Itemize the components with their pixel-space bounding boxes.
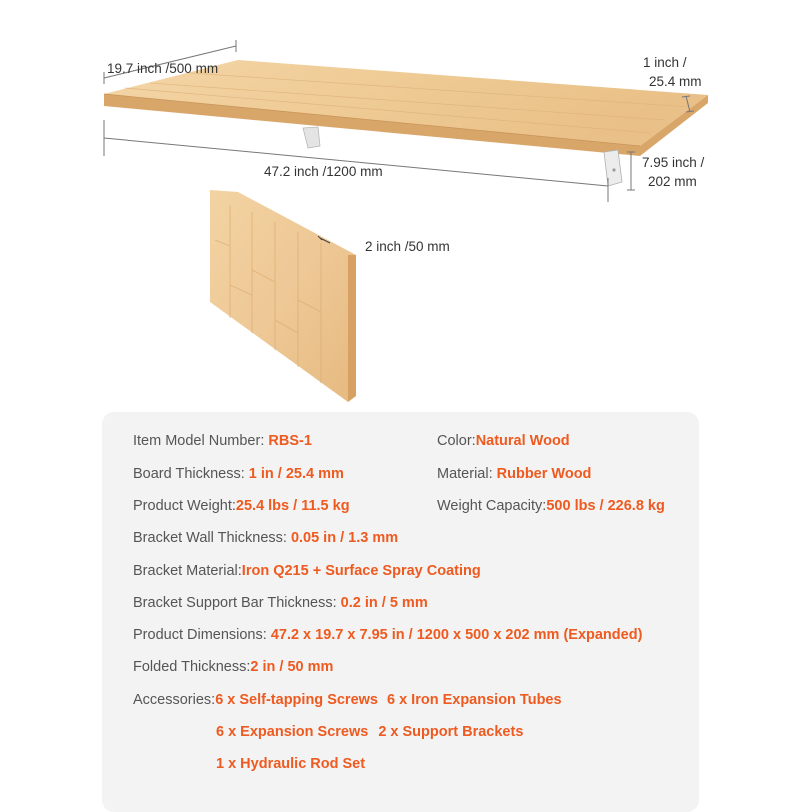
bracket-right [604, 150, 622, 186]
spec-value: 25.4 lbs / 11.5 kg [235, 498, 350, 514]
folded-thickness-label: 2 inch /50 mm [365, 239, 450, 254]
spec-value: 1 in / 25.4 mm [248, 466, 344, 482]
spec-bracket-wall-thickness [133, 528, 398, 548]
spec-label: Board Thickness: [133, 466, 249, 482]
spec-value: 2 in / 50 mm [250, 659, 334, 675]
thickness-label-line2: 25.4 mm [649, 74, 702, 89]
spec-value: Natural Wood [475, 433, 570, 449]
spec-accessories [133, 690, 562, 710]
accessory-item: 6 x Expansion Screws [216, 724, 369, 740]
accessory-item: 6 x Self-tapping Screws [215, 692, 378, 708]
spec-label: Folded Thickness: [133, 659, 251, 675]
accessory-item: 6 x Iron Expansion Tubes [386, 692, 562, 708]
spec-value: RBS-1 [268, 433, 312, 449]
thickness-label-line1: 1 inch / [643, 55, 687, 70]
spec-accessories-line2 [216, 722, 523, 742]
depth-label: 19.7 inch /500 mm [107, 61, 219, 76]
spec-accessories-line3 [216, 754, 365, 774]
spec-label: Product Dimensions: [133, 627, 271, 643]
spec-label: Color: [437, 433, 476, 449]
bracket-left [303, 127, 320, 148]
spec-label: Accessories: [133, 692, 216, 708]
spec-item-model [133, 431, 312, 451]
spec-support-bar-thickness [133, 593, 428, 613]
spec-value: 0.05 in / 1.3 mm [290, 530, 399, 546]
spec-folded-thickness [133, 657, 333, 677]
spec-label: Material: [437, 466, 497, 482]
spec-board-thickness [133, 464, 344, 484]
spec-label: Bracket Support Bar Thickness: [133, 595, 341, 611]
spec-label: Item Model Number: [133, 433, 269, 449]
spec-value: 500 lbs / 226.8 kg [546, 498, 665, 514]
spec-label: Bracket Wall Thickness: [133, 530, 291, 546]
accessory-item: 1 x Hydraulic Rod Set [216, 756, 366, 772]
width-label: 47.2 inch /1200 mm [264, 164, 383, 179]
accessory-item: 2 x Support Brackets [378, 724, 524, 740]
spec-value: 0.2 in / 5 mm [340, 595, 428, 611]
spec-label: Weight Capacity: [437, 498, 547, 514]
spec-product-dimensions [133, 625, 642, 645]
spec-label: Product Weight: [133, 498, 236, 514]
spec-color [437, 431, 570, 451]
spec-material [437, 464, 591, 484]
bracket-height-label-line1: 7.95 inch / [642, 155, 705, 170]
spec-value: 47.2 x 19.7 x 7.95 in / 1200 x 500 x 202 mm (Expanded) [270, 627, 643, 643]
spec-label: Bracket Material: [133, 563, 242, 579]
spec-value: Iron Q215 + Surface Spray Coating [241, 563, 481, 579]
bracket-height-label-line2: 202 mm [648, 174, 697, 189]
spec-product-weight [133, 496, 350, 516]
spec-value: Rubber Wood [496, 466, 592, 482]
spec-weight-capacity [437, 496, 665, 516]
folded-board [210, 190, 356, 402]
spec-bracket-material [133, 561, 481, 581]
